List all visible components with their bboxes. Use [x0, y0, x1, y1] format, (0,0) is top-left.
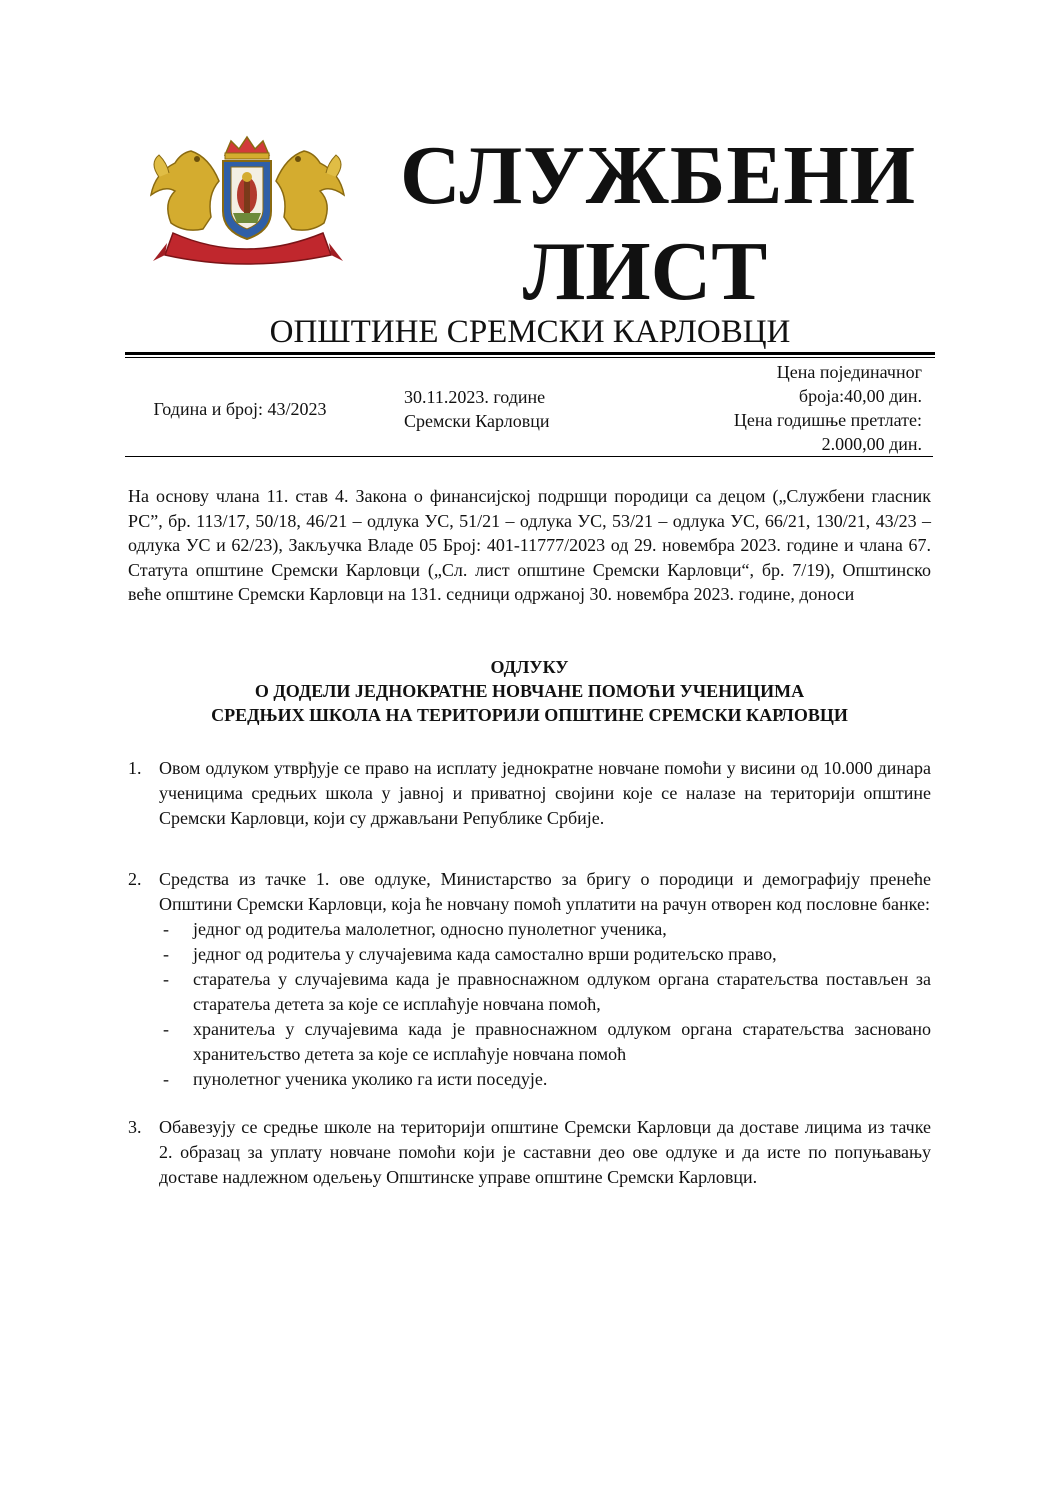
decision-points	[128, 756, 931, 1190]
point-text: Средства из тачке 1. ове одлуке, Министарство за бригу о породици и демографију пренеће Општини Сремски Карловци, која ће новчану помоћ уплатити на рачун отворен код пословне банке:	[159, 869, 931, 914]
decision-point	[128, 756, 931, 831]
dash-marker: -	[163, 1019, 169, 1039]
recipient-item	[159, 967, 931, 1017]
header-divider-thick	[125, 352, 935, 355]
point-number: 3.	[128, 1117, 142, 1137]
issue-date: 30.11.2023. године	[404, 387, 546, 407]
dash-marker: -	[163, 944, 169, 964]
recipient-text: једног од родитеља малолетног, односно пунолетног ученика,	[193, 919, 667, 939]
dash-marker: -	[163, 1069, 169, 1089]
point-number: 2.	[128, 869, 142, 889]
dash-marker: -	[163, 919, 169, 939]
decision-heading	[128, 655, 931, 727]
dash-marker: -	[163, 969, 169, 989]
recipient-item	[159, 1067, 931, 1092]
recipient-text: пунолетног ученика уколико га исти поседује.	[193, 1069, 548, 1089]
recipient-list	[159, 917, 931, 1092]
decision-point	[128, 1115, 931, 1190]
issue-date-place	[404, 385, 644, 433]
issue-number: Година и број: 43/2023	[153, 399, 327, 419]
recipient-text: једног од родитеља у случајевима када самостално врши родитељско право,	[193, 944, 777, 964]
meta-divider	[125, 456, 933, 457]
recipient-item	[159, 917, 931, 942]
recipient-item	[159, 942, 931, 967]
point-text: Обавезују се средње школе на територији општине Сремски Карловци да доставе лицима из тачке 2. образац за уплату новчане помоћи који је саставни део ове одлуке и да исте по попуњавању доставе надлежном одељењу Општинске управе општине Сремски Карловци.	[159, 1117, 931, 1187]
decision-point	[128, 867, 931, 1092]
issue-place: Сремски Карловци	[404, 411, 550, 431]
point-text: Овом одлуком утврђује се право на исплату једнократне новчане помоћи у висини од 10.000 динара ученицима средњих школа у јавној и приватној својини које се налазе на територији општине Сремски Карловци, који су држављани Републике Србије.	[159, 758, 931, 828]
decision-heading-line1: ОДЛУКУ	[490, 657, 569, 677]
header-divider-thin	[125, 357, 935, 358]
gazette-subtitle: ОПШТИНЕ СРЕМСКИ КАРЛОВЦИ	[269, 314, 791, 350]
preamble-paragraph: На основу члана 11. став 4. Закона о финансијској подршци породици са децом („Службени гласник РС”, бр. 113/17, 50/18, 46/21 – одлука УС, 51/21 – одлука УС, 53/21 – одлука УС, 66/21, 130/21, 43/23 – одлука УС и 62/23), Закључка Владе 05 Број: 401-11777/2023 од 29. новембра 2023. године и члана 67. Статута општине Сремски Карловци („Сл. лист општине Сремски Карловци“, бр. 7/19), Општинско веће општине Сремски Карловци на 131. седници одржаној 30. новембра 2023. године, доноси	[128, 486, 931, 604]
point-number: 1.	[128, 758, 142, 778]
gazette-title-line2: ЛИСТ	[522, 225, 768, 318]
price-annual-line2: 2.000,00 дин.	[821, 434, 922, 454]
price-annual-line1: Цена годишње претлате:	[733, 410, 922, 430]
recipient-item	[159, 1017, 931, 1067]
decision-heading-line2: О ДОДЕЛИ ЈЕДНОКРАТНЕ НОВЧАНЕ ПОМОЋИ УЧЕНИЦИМА	[254, 681, 805, 701]
price-info	[660, 360, 922, 456]
gazette-title-line1: СЛУЖБЕНИ	[400, 129, 917, 222]
decision-heading-line3: СРЕДЊИХ ШКОЛА НА ТЕРИТОРИЈИ ОПШТИНЕ СРЕМСКИ КАРЛОВЦИ	[211, 705, 848, 725]
price-single-line2: броја:40,00 дин.	[798, 386, 922, 406]
coat-of-arms-icon	[145, 133, 350, 268]
recipient-text: старатеља у случајевима када је правноснажном одлуком органа старатељства постављен за старатеља детета за које се исплаћује новчана помоћ,	[193, 969, 931, 1014]
recipient-text: хранитеља у случајевима када је правноснажном одлуком органа старатељства засновано хранитељство детета за које се исплаћује новчана помоћ	[193, 1019, 931, 1064]
price-single-line1: Цена појединачног	[776, 362, 922, 382]
